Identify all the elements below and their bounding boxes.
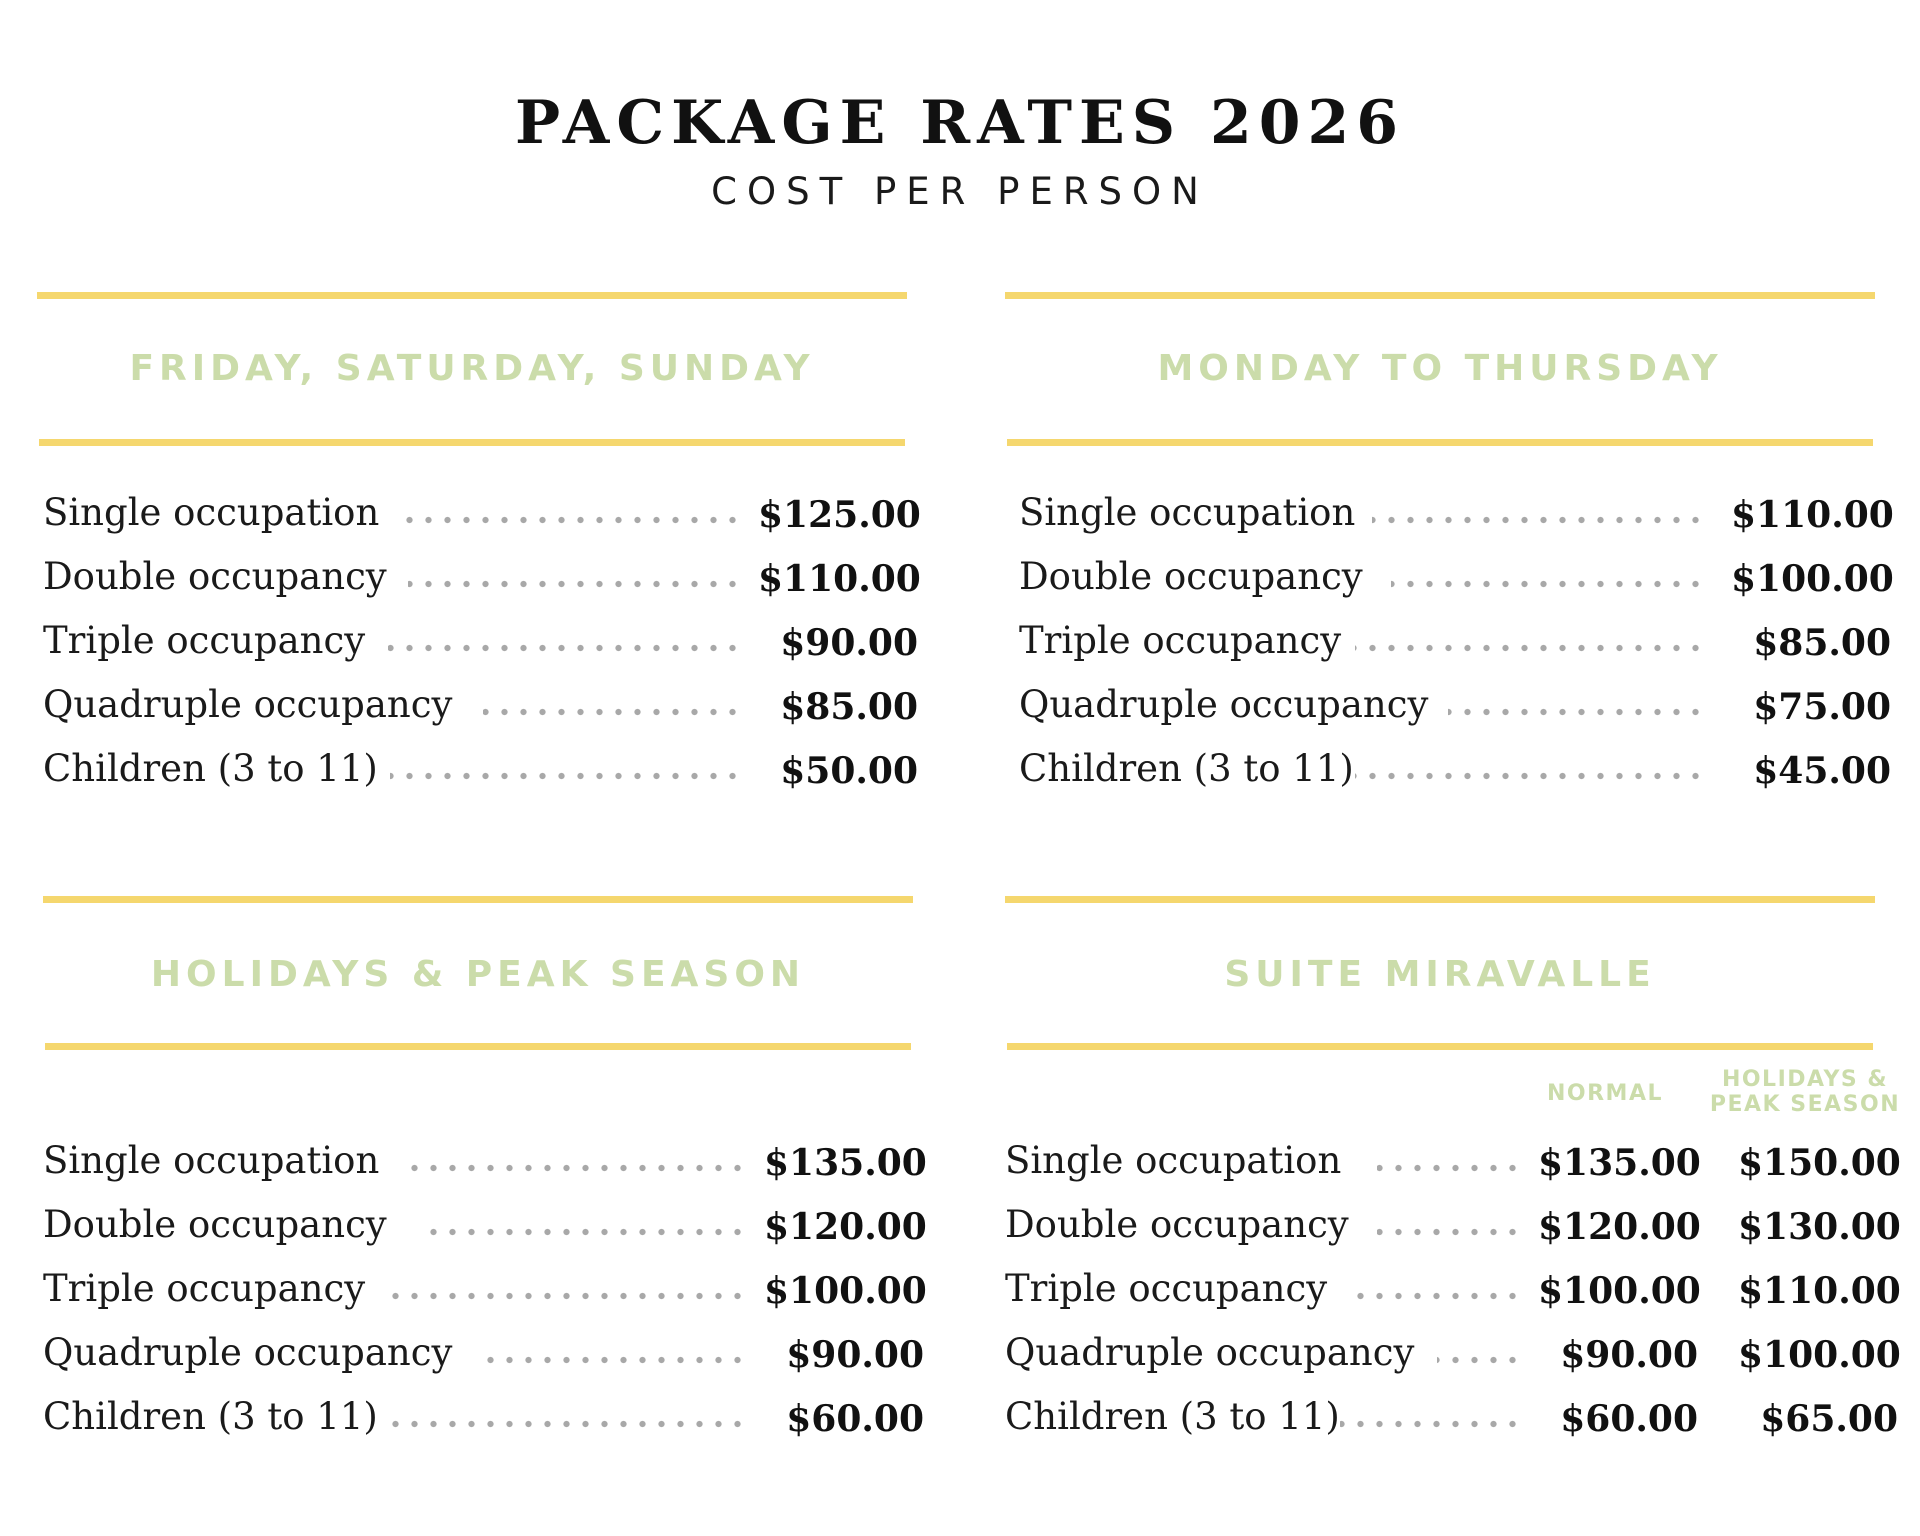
rate-price: $110.00: [1731, 494, 1894, 536]
section-top-rule: [43, 896, 913, 903]
rate-price-peak: $100.00: [1738, 1334, 1901, 1376]
dot-leader: [1377, 1162, 1522, 1174]
rate-price: $100.00: [1731, 558, 1894, 600]
dot-leader: [1355, 642, 1705, 654]
rate-label: Triple occupancy: [1005, 1267, 1328, 1310]
rate-label: Quadruple occupancy: [43, 1331, 453, 1374]
rate-row: [43, 1328, 924, 1392]
rate-label: Single occupation: [1005, 1139, 1342, 1182]
rate-label: Single occupation: [43, 491, 380, 534]
rate-label: Single occupation: [1019, 491, 1356, 534]
rate-price-peak: $150.00: [1738, 1142, 1901, 1184]
dot-leader: [1391, 578, 1705, 590]
dot-leader: [1377, 1226, 1522, 1238]
rate-label: Quadruple occupancy: [43, 683, 453, 726]
rate-row: [1019, 744, 1891, 808]
rate-price: $90.00: [780, 622, 918, 664]
rate-row: [1019, 616, 1891, 680]
rate-row: [1019, 680, 1891, 744]
section-heading: MONDAY TO THURSDAY: [1157, 348, 1723, 389]
rate-price: $125.00: [758, 494, 921, 536]
rate-price: $90.00: [786, 1334, 924, 1376]
rate-row: [1005, 1264, 1900, 1328]
section-heading: FRIDAY, SATURDAY, SUNDAY: [129, 348, 815, 389]
section-heading: SUITE MIRAVALLE: [1224, 954, 1656, 995]
column-header-peak-line-1: HOLIDAYS &: [1721, 1067, 1889, 1092]
dot-leader: [1357, 1290, 1522, 1302]
rate-row: [43, 1200, 927, 1264]
section-bottom-rule: [1007, 439, 1873, 446]
rate-price: $120.00: [764, 1206, 927, 1248]
rate-label: Children (3 to 11): [1005, 1395, 1340, 1438]
section-top-rule: [37, 292, 907, 299]
rate-price: $85.00: [780, 686, 918, 728]
rate-label: Triple occupancy: [1019, 619, 1342, 662]
rate-price-peak: $130.00: [1738, 1206, 1901, 1248]
column-header-normal: NORMAL: [1547, 1081, 1663, 1106]
section-bottom-rule: [39, 439, 905, 446]
rate-price-peak: $110.00: [1738, 1270, 1901, 1312]
dot-leader: [390, 770, 742, 782]
rate-label: Quadruple occupancy: [1005, 1331, 1415, 1374]
rate-row: [1005, 1200, 1900, 1264]
dot-leader: [410, 1162, 747, 1174]
section-bottom-rule: [45, 1043, 911, 1050]
dot-leader: [483, 706, 742, 718]
page-title: PACKAGE RATES 2026: [515, 88, 1405, 158]
rate-row: [1005, 1136, 1900, 1200]
rate-price: $135.00: [764, 1142, 927, 1184]
rate-label: Triple occupancy: [43, 619, 366, 662]
rate-label: Quadruple occupancy: [1019, 683, 1429, 726]
dot-leader: [1448, 706, 1705, 718]
rate-price: $110.00: [758, 558, 921, 600]
rate-row: [43, 1392, 924, 1456]
rate-price: $75.00: [1753, 686, 1891, 728]
column-header-peak-line-2: PEAK SEASON: [1709, 1092, 1901, 1117]
dot-leader: [486, 1354, 747, 1366]
rate-price-normal: $100.00: [1538, 1270, 1701, 1312]
dot-leader: [408, 578, 742, 590]
rate-price: $85.00: [1753, 622, 1891, 664]
rate-row: [43, 552, 921, 616]
rate-label: Children (3 to 11): [43, 747, 378, 790]
rate-row: [43, 1264, 927, 1328]
rate-label: Single occupation: [43, 1139, 380, 1182]
dot-leader: [1355, 770, 1705, 782]
rate-price-normal: $60.00: [1560, 1398, 1698, 1440]
rate-price-normal: $90.00: [1560, 1334, 1698, 1376]
rate-label: Children (3 to 11): [43, 1395, 378, 1438]
rate-price-normal: $135.00: [1538, 1142, 1701, 1184]
rate-row: [1005, 1328, 1900, 1392]
rate-label: Double occupancy: [1005, 1203, 1349, 1246]
rate-row: [43, 1136, 927, 1200]
section-bottom-rule: [1007, 1043, 1873, 1050]
rate-row: [43, 680, 918, 744]
rate-price: $45.00: [1753, 750, 1891, 792]
rate-row: [1019, 488, 1894, 552]
dot-leader: [429, 1226, 747, 1238]
rate-row: [43, 488, 921, 552]
section-top-rule: [1005, 896, 1875, 903]
dot-leader: [1372, 514, 1705, 526]
rate-label: Children (3 to 11): [1019, 747, 1354, 790]
dot-leader: [1340, 1418, 1522, 1430]
rate-price: $60.00: [786, 1398, 924, 1440]
rate-label: Double occupancy: [1019, 555, 1363, 598]
rate-label: Double occupancy: [43, 1203, 387, 1246]
dot-leader: [388, 642, 742, 654]
dot-leader: [392, 1290, 747, 1302]
rate-row: [43, 616, 918, 680]
rate-row: [43, 744, 918, 808]
rate-row: [1005, 1392, 1900, 1456]
section-top-rule: [1005, 292, 1875, 299]
rate-price-normal: $120.00: [1538, 1206, 1701, 1248]
rate-label: Triple occupancy: [43, 1267, 366, 1310]
rate-price-peak: $65.00: [1760, 1398, 1898, 1440]
rate-price: $100.00: [764, 1270, 927, 1312]
section-heading: HOLIDAYS & PEAK SEASON: [150, 954, 806, 995]
dot-leader: [392, 1418, 747, 1430]
rate-row: [1019, 552, 1894, 616]
dot-leader: [1437, 1354, 1522, 1366]
rate-label: Double occupancy: [43, 555, 387, 598]
dot-leader: [406, 514, 742, 526]
rate-price: $50.00: [780, 750, 918, 792]
page-subtitle: COST PER PERSON: [711, 170, 1209, 213]
